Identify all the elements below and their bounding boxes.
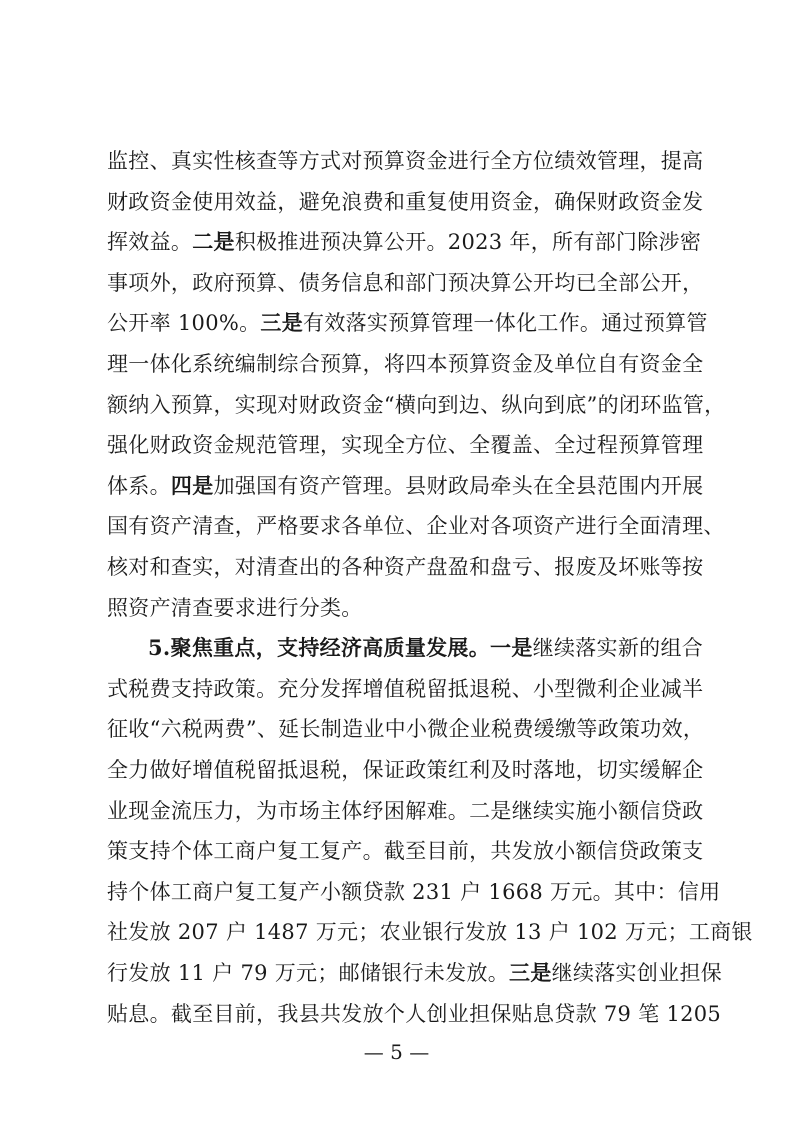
- text-span: 继续落实创业担保: [551, 961, 723, 985]
- text-span: 式税费支持政策。充分发挥增值税留抵退税、小型微利企业减半: [107, 676, 704, 701]
- text-span: 行发放 11 户 79 万元；邮储银行未发放。: [107, 961, 510, 985]
- text-span: 额纳入预算，实现对财政资金“横向到边、纵向到底”的闭环监管，: [107, 392, 726, 417]
- text-span: 业现金流压力，为市场主体纾困解难。二是继续实施小额信贷政: [107, 798, 704, 823]
- text-span: 事项外，政府预算、债务信息和部门预决算公开均已全部公开，: [107, 270, 704, 295]
- text-span: 有效落实预算管理一体化工作。通过预算管: [303, 311, 708, 336]
- bold-text-span: 三是: [509, 960, 552, 985]
- text-span: 公开率 100%。: [107, 311, 261, 336]
- text-span: 体系。: [107, 473, 171, 498]
- text-span: 强化财政资金规范管理，实现全方位、全覆盖、全过程预算管理: [107, 433, 704, 458]
- text-line: [107, 547, 704, 587]
- text-line: [107, 872, 721, 912]
- page-number: — 5 —: [363, 1040, 430, 1064]
- text-line: [107, 466, 704, 506]
- text-line: [107, 994, 722, 1034]
- text-line: [107, 303, 708, 343]
- text-line: [107, 588, 690, 628]
- text-span: 财政资金使用效益，避免浪费和重复使用资金，确保财政资金发: [107, 189, 704, 214]
- text-span: 照资产清查要求进行分类。: [107, 595, 363, 620]
- text-line: [107, 506, 725, 546]
- text-span: 积极推进预决算公开。2023 年，所有部门除涉密: [234, 230, 702, 255]
- text-line: [107, 669, 704, 709]
- text-line: [107, 141, 704, 181]
- text-span: 继续落实新的组合: [532, 636, 704, 661]
- text-line: [107, 182, 704, 222]
- text-span: 挥效益。: [107, 230, 193, 255]
- bold-text-span: 5.聚焦重点，支持经济高质量发展。: [148, 635, 491, 661]
- text-span: 持个体工商户复工复产小额贷款 231 户 1668 万元。其中：信用: [107, 879, 721, 904]
- text-line: [148, 628, 704, 668]
- bold-text-span: 三是: [260, 310, 304, 336]
- text-span: 国有资产清查，严格要求各单位、企业对各项资产进行全面清理、: [107, 514, 725, 539]
- text-line: [107, 750, 704, 790]
- text-line: [107, 263, 704, 303]
- text-line: [107, 791, 704, 831]
- text-span: 策支持个体工商户复工复产。截至目前，共发放小额信贷政策支: [107, 839, 704, 864]
- text-span: 核对和查实，对清查出的各种资产盘盈和盘亏、报废及坏账等按: [107, 555, 704, 579]
- bold-text-span: 二是: [192, 229, 235, 255]
- text-line: [107, 344, 704, 384]
- text-line: [107, 831, 704, 871]
- text-span: 监控、真实性核查等方式对预算资金进行全方位绩效管理，提高: [107, 149, 704, 173]
- text-span: 理一体化系统编制综合预算，将四本预算资金及单位自有资金全: [107, 352, 704, 376]
- text-line: [107, 425, 704, 465]
- text-line: [107, 953, 723, 993]
- text-line: [107, 912, 753, 952]
- bold-text-span: 四是: [170, 472, 214, 498]
- text-line: [107, 709, 705, 749]
- text-span: 征收“六税两费”、延长制造业中小微企业税费缓缴等政策功效，: [107, 717, 705, 742]
- text-span: 贴息。截至目前，我县共发放个人创业担保贴息贷款 79 笔 1205: [107, 1001, 722, 1026]
- text-span: 全力做好增值税留抵退税，保证政策红利及时落地，切实缓解企: [107, 758, 704, 782]
- bold-text-span: 一是: [490, 635, 533, 661]
- text-span: 社发放 207 户 1487 万元；农业银行发放 13 户 102 万元；工商银: [107, 920, 753, 945]
- text-line: [107, 222, 702, 262]
- text-line: [107, 385, 726, 425]
- text-span: 加强国有资产管理。县财政局牵头在全县范围内开展: [213, 473, 704, 498]
